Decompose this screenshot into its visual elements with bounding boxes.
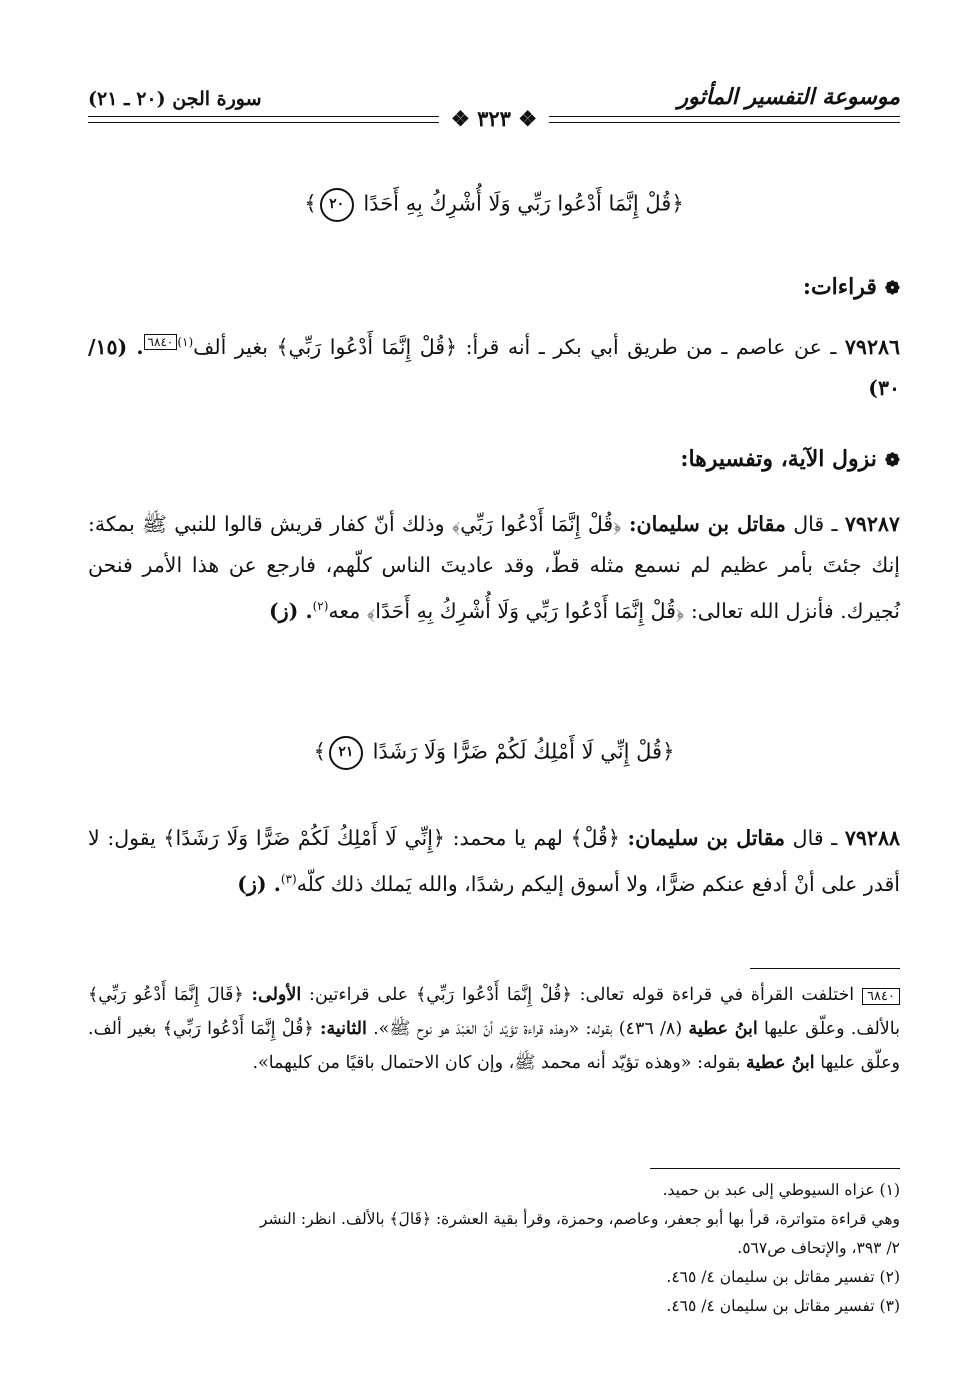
commentary-number-box: ٦٨٤٠ bbox=[862, 988, 900, 1005]
narrator-name: مقاتل بن سليمان: bbox=[627, 826, 786, 850]
narration-79287: ٧٩٢٨٧ ـ قال مقاتل بن سليمان: ﴿قُلْ إِنَّمَا أَدْعُوا رَبِّي﴾ وذلك أنّ كفار قريش قالوا للنبي ﷺ بمكة: إنك جئتَ بأمر عظيم لم نسمع مثله قطّ، وقد عاديتَ الناس كلّهم، فارجع عن هذا الأمر فنحن نُجيرك. فأنزل الله تعالى: ﴿قُلْ إِنَّمَا أَدْعُوا رَبِّي وَلَا أُشْرِكُ بِهِ أَحَدًا﴾ معه$^{(٢)}$. (ز) bbox=[88, 512, 900, 623]
footnote-3: (٣) تفسير مقاتل بن سليمان ٤/ ٤٦٥. bbox=[666, 1297, 900, 1315]
commentary-ref-box: ٦٨٤٠ bbox=[144, 334, 178, 350]
footnote-1: (١) عزاه السيوطي إلى عبد بن حميد. bbox=[662, 1181, 900, 1199]
narration-number: ٧٩٢٨٨ bbox=[844, 826, 900, 850]
narrator-name: مقاتل بن سليمان: bbox=[628, 512, 786, 536]
section-title-nuzul: ❁نزول الآية، وتفسيرها: bbox=[680, 446, 900, 472]
section-title-qiraat: ❁قراءات: bbox=[802, 274, 900, 300]
flower-ornament-icon: ❁ bbox=[884, 278, 900, 299]
footnotes bbox=[88, 1176, 900, 1321]
footnote-ref: (٢) bbox=[312, 599, 329, 613]
ayah-number: ٢١ bbox=[329, 736, 363, 770]
ayah-20: ﴿قُلْ إِنَّمَا أَدْعُوا رَبِّي وَلَا أُشْرِكُ بِهِ أَحَدًا ٢٠﴾ bbox=[88, 188, 900, 222]
narration-79288: ٧٩٢٨٨ ـ قال مقاتل بن سليمان: ﴿قُلْ﴾ لهم يا محمد: ﴿إِنِّي لَا أَمْلِكُ لَكُمْ ضَرًّا وَلَا رَشَدًا﴾ يقول: لا أقدر على أنْ أدفع عنكم ضرًّا، ولا أسوق إليكم رشدًا، والله يَملك ذلك كلّه$^{(٣)}$. (ز) bbox=[88, 826, 900, 896]
narration-number: ٧٩٢٨٦ bbox=[844, 334, 900, 359]
flower-ornament-icon: ❁ bbox=[884, 450, 900, 471]
narration-79286: ٧٩٢٨٦ ـ عن عاصم ـ من طريق أبي بكر ـ أنه قرأ: ﴿قُلْ إِنَّمَا أَدْعُوا رَبِّي﴾ بغير ألف$^{(١)}$٦٨٤٠. (١٥/ ٣٠) bbox=[88, 334, 900, 400]
footnote-ref: (١) bbox=[177, 335, 194, 349]
narration-number: ٧٩٢٨٧ bbox=[844, 512, 900, 536]
footnote-separator bbox=[650, 1168, 900, 1169]
footnote-2: (٢) تفسير مقاتل بن سليمان ٤/ ٤٦٥. bbox=[666, 1268, 900, 1286]
commentary-6840: ٦٨٤٠ اختلفت القرأة في قراءة قوله تعالى: ﴿قُلْ إِنَّمَا أَدْعُوا رَبِّي﴾ على قراءتين: الأولى: ﴿قَالَ إِنَّمَا أَدْعُو رَبِّي﴾ بالألف. وعلّق عليها ابنُ عطية (٨/ ٤٣٦) بقوله: «وهذه قراءة تؤيّد أنّ العَبْدَ هو نوح ﷺ». الثانية: ﴿قُلْ إِنَّمَا أَدْعُوا رَبِّي﴾ بغير ألف. وعلّق عليها ابنُ عطية بقوله: «وهذه تؤيّد أنه محمد ﷺ، وإن كان الاحتمال باقيًا من كليهما». bbox=[88, 985, 900, 1073]
document-page bbox=[88, 70, 900, 1370]
commentary-separator bbox=[750, 968, 900, 969]
footnote-ref: (٣) bbox=[280, 872, 297, 886]
surah-range: سورة الجن (٢٠ ـ ٢١) bbox=[88, 88, 262, 110]
ayah-21: ﴿قُلْ إِنِّي لَا أَمْلِكُ لَكُمْ ضَرًّا وَلَا رَشَدًا ٢١﴾ bbox=[88, 736, 900, 770]
footnote-1-cont: وهي قراءة متواترة، قرأ بها أبو جعفر، وعاصم، وحمزة، وقرأ بقية العشرة: ﴿قَالَ﴾ بالألف. انظر: النشر bbox=[259, 1210, 900, 1228]
book-title: موسوعة التفسير المأثور bbox=[677, 84, 900, 110]
ayah-number: ٢٠ bbox=[320, 188, 354, 222]
page-number: ❖ ٣٢٣ ❖ bbox=[439, 106, 549, 132]
footnote-1-cont2: ٢/ ٣٩٣، والإتحاف ص٥٦٧. bbox=[737, 1239, 900, 1257]
